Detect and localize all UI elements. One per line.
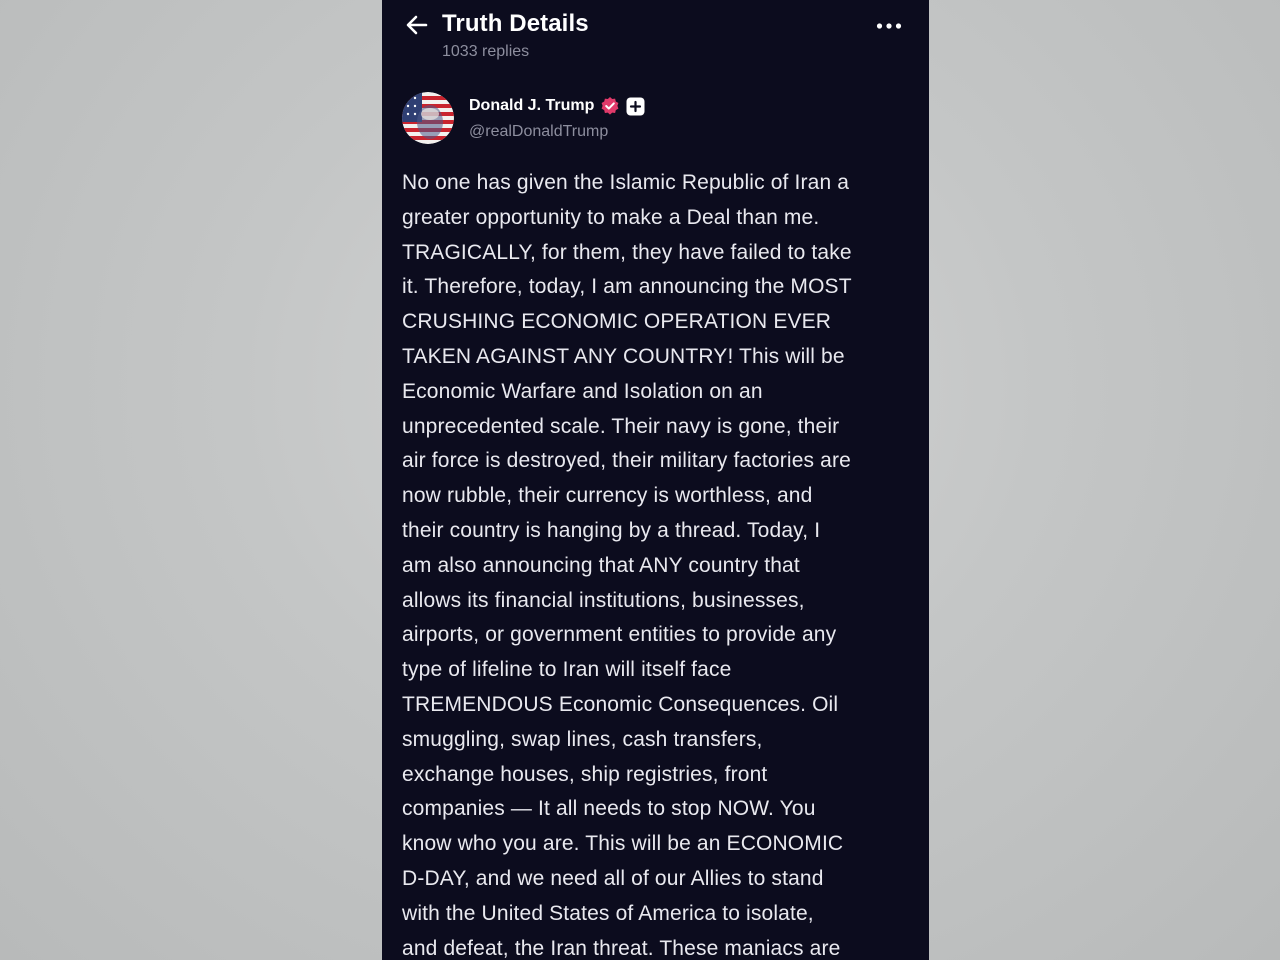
top-bar	[382, 0, 929, 80]
post-detail-screen	[382, 0, 929, 960]
plus-badge-icon	[626, 97, 645, 116]
author-name[interactable]: Donald J. Trump	[469, 97, 595, 114]
verified-badge-icon	[600, 96, 620, 116]
post-line: exchange houses, ship registries, front	[402, 762, 768, 786]
post-line: CRUSHING ECONOMIC OPERATION EVER	[402, 310, 832, 334]
post-line: now rubble, their currency is worthless, and	[402, 484, 813, 508]
post-line: No one has given the Islamic Republic of Iran a	[402, 171, 850, 194]
post-author	[402, 92, 909, 148]
author-name-row	[469, 96, 645, 116]
post-line: allows its financial institutions, businesses,	[402, 588, 805, 612]
post-line: TRAGICALLY, for them, they have failed to take	[402, 240, 852, 264]
post-line: TREMENDOUS Economic Consequences. Oil	[402, 692, 839, 716]
post-line: D-DAY, and we need all of our Allies to stand	[402, 866, 824, 890]
post-line: companies — It all needs to stop NOW. You	[402, 797, 816, 821]
post-line: their country is hanging by a thread. Today, I	[402, 518, 821, 542]
more-horizontal-icon	[876, 22, 902, 30]
arrow-left-icon	[404, 12, 430, 38]
post-text	[402, 166, 914, 960]
reply-count: 1033 replies	[442, 43, 530, 60]
page-title: Truth Details	[442, 10, 589, 37]
more-options-button[interactable]	[869, 12, 909, 40]
post-line: airports, or government entities to provide any	[402, 623, 837, 647]
back-button[interactable]	[400, 8, 434, 42]
post-line: am also announcing that ANY country that	[402, 553, 800, 577]
post-line: air force is destroyed, their military factories are	[402, 449, 851, 473]
post-line: type of lifeline to Iran will itself face	[402, 658, 732, 682]
post-line: it. Therefore, today, I am announcing the MOST	[402, 275, 852, 299]
post-line: and defeat, the Iran threat. These maniacs are	[402, 936, 841, 960]
post-line: TAKEN AGAINST ANY COUNTRY! This will be	[402, 344, 845, 368]
post-line: Economic Warfare and Isolation on an	[402, 379, 763, 403]
post-line: know who you are. This will be an ECONOMIC	[402, 832, 844, 856]
post-line: with the United States of America to isolate,	[402, 901, 814, 925]
avatar[interactable]	[402, 92, 454, 144]
post-line: greater opportunity to make a Deal than me.	[402, 205, 820, 229]
post-line: smuggling, swap lines, cash transfers,	[402, 727, 763, 751]
author-handle[interactable]: @realDonaldTrump	[469, 123, 609, 140]
post-line: unprecedented scale. Their navy is gone, their	[402, 414, 840, 438]
